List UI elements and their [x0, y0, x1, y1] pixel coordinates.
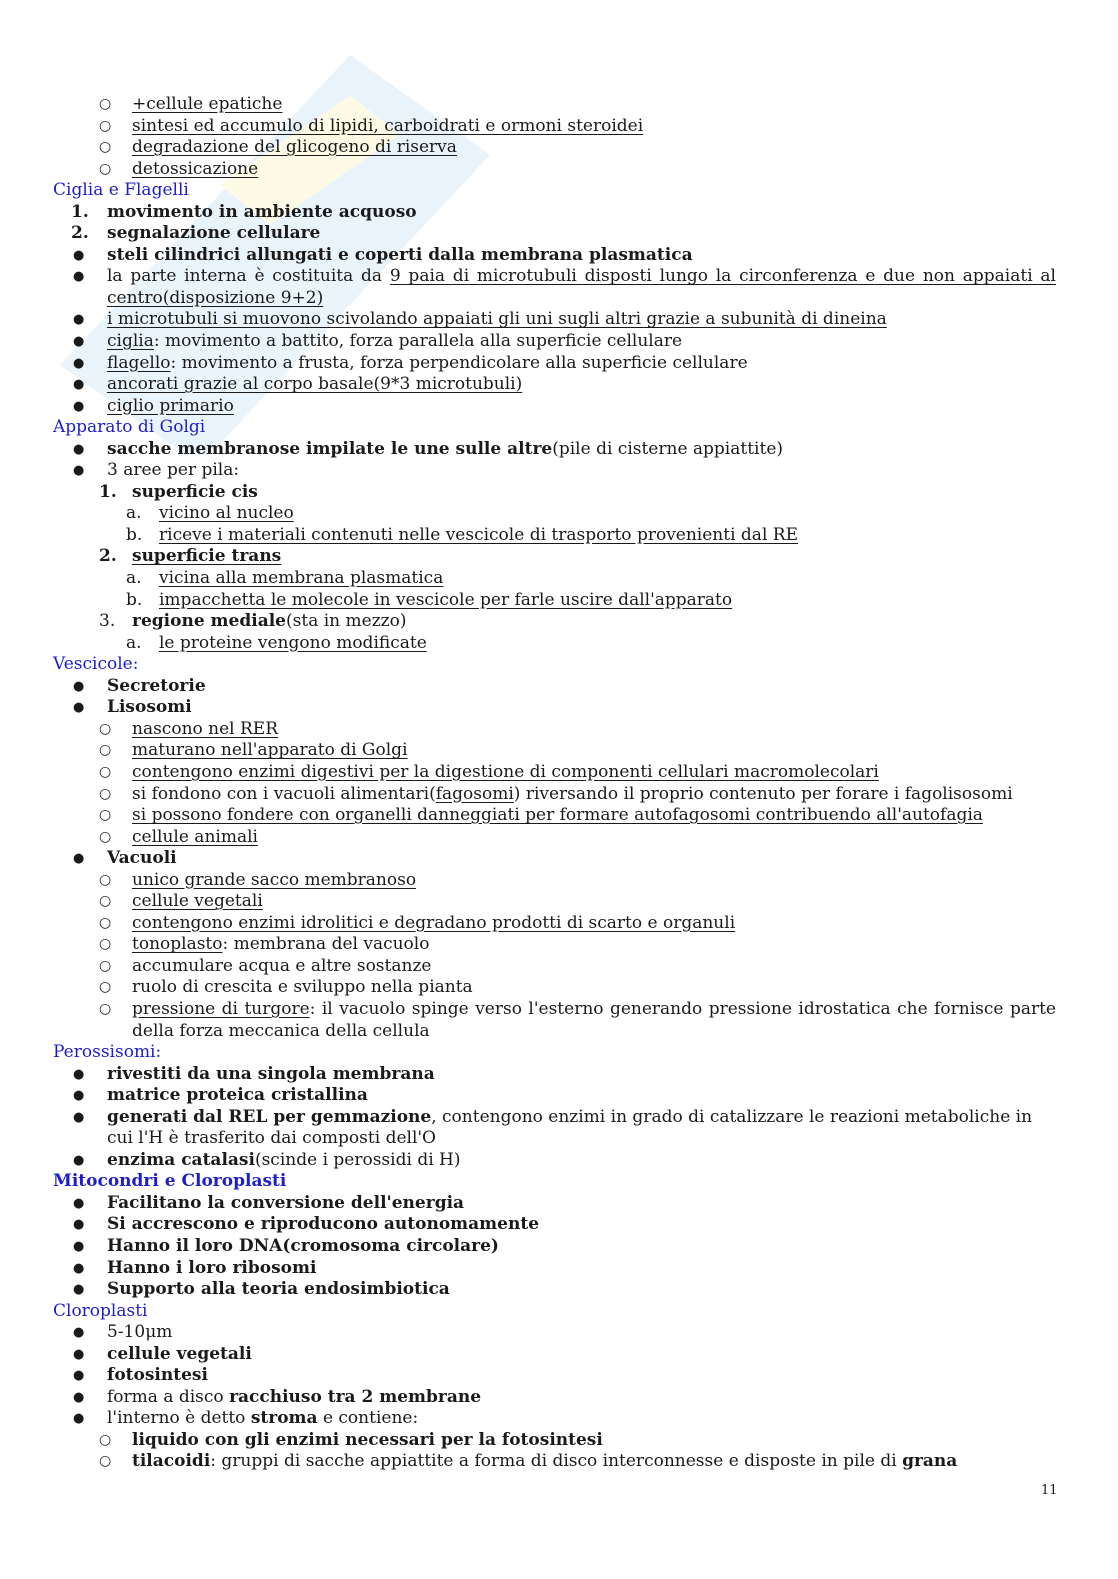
list-item: ● 3 aree per pila: [73, 460, 240, 481]
circle-bullet-icon: ○ [99, 1431, 112, 1448]
list-item: ● fotosintesi [73, 1365, 208, 1386]
list-item: ● Hanno il loro DNA(cromosoma circolare) [73, 1235, 499, 1256]
circle-bullet-icon: ○ [99, 720, 112, 737]
circle-bullet-icon: ○ [99, 957, 112, 974]
page-number: 11 [1041, 1483, 1058, 1498]
bullet-icon: ● [73, 1325, 85, 1341]
list-item: 1. movimento in ambiente acquoso [71, 201, 417, 222]
circle-bullet-icon: ○ [99, 1453, 112, 1470]
list-item: ○ nascono nel RER [99, 718, 279, 739]
circle-bullet-icon: ○ [99, 763, 112, 780]
list-item: ● ciglia: movimento a battito, forza parallela alla superficie cellulare [73, 331, 683, 352]
list-item: ○ contengono enzimi idrolitici e degradano prodotti di scarto e organuli [99, 912, 736, 933]
list-item: ○ si fondono con i vacuoli alimentari(fagosomi) riversando il proprio contenuto per forare i fagolisosomi [99, 783, 1013, 804]
list-item: ● i microtubuli si muovono scivolando appaiati gli uni sugli altri grazie a subunità di dineina [73, 309, 887, 330]
list-item: ● Supporto alla teoria endosimbiotica [73, 1279, 450, 1300]
list-item: ● ancorati grazie al corpo basale(9*3 microtubuli) [73, 374, 523, 395]
bullet-icon: ● [73, 1195, 85, 1211]
circle-bullet-icon: ○ [99, 893, 112, 910]
list-item: a. vicina alla membrana plasmatica [126, 568, 444, 589]
list-item: ○ ruolo di crescita e sviluppo nella pianta [99, 977, 473, 998]
bullet-icon: ● [73, 1368, 85, 1384]
bullet-icon: ● [73, 1282, 85, 1298]
bullet-icon: ● [73, 463, 85, 479]
list-item: ○ +cellule epatiche [99, 94, 283, 114]
bullet-icon: ● [73, 678, 85, 694]
section-heading: Vescicole: [53, 654, 139, 675]
list-item: ○ cellule vegetali [99, 891, 263, 912]
list-item: ○ liquido con gli enzimi necessari per la fotosintesi [99, 1429, 603, 1450]
list-item: ● steli cilindrici allungati e coperti dalla membrana plasmatica [73, 244, 693, 265]
section-heading: Perossisomi: [53, 1042, 162, 1063]
list-item: ● cellule vegetali [73, 1343, 252, 1364]
list-item: ○ maturano nell'apparato di Golgi [99, 740, 408, 761]
list-item: ○ sintesi ed accumulo di lipidi, carboidrati e ormoni steroidei [99, 115, 644, 136]
section-heading: Cloroplasti [53, 1300, 148, 1321]
list-item: ● 5-10μm [73, 1322, 173, 1343]
list-item: ● l'interno è detto stroma e contiene: [73, 1408, 419, 1429]
list-item: 3. regione mediale(sta in mezzo) [99, 611, 407, 632]
list-item: 2. segnalazione cellulare [71, 223, 321, 244]
list-item: ○ cellule animali [99, 826, 258, 847]
bullet-icon: ● [73, 1346, 85, 1362]
list-item: b. impacchetta le molecole in vescicole per farle uscire dall'apparato [126, 589, 733, 610]
circle-bullet-icon: ○ [99, 96, 112, 112]
circle-bullet-icon: ○ [99, 742, 112, 759]
list-item: a. vicino al nucleo [126, 503, 294, 524]
list-item: ● generati dal REL per gemmazione, contengono enzimi in grado di catalizzare le reazioni metaboliche in cui l'H è trasferito dai composti dell'O [73, 1106, 1033, 1149]
bullet-icon: ● [73, 1088, 85, 1104]
list-item: ○ contengono enzimi digestivi per la digestione di componenti cellulari macromolecolari [99, 761, 879, 782]
bullet-icon: ● [73, 700, 85, 716]
section-heading: Apparato di Golgi [53, 417, 206, 438]
list-item: ● enzima catalasi(scinde i perossidi di H) [73, 1149, 461, 1170]
list-item: ● Facilitano la conversione dell'energia [73, 1192, 465, 1213]
bullet-icon: ● [73, 1217, 85, 1233]
bullet-icon: ● [73, 398, 85, 414]
circle-bullet-icon: ○ [99, 785, 112, 802]
circle-bullet-icon: ○ [99, 871, 112, 888]
circle-bullet-icon: ○ [99, 914, 112, 931]
circle-bullet-icon: ○ [99, 1000, 112, 1017]
circle-bullet-icon: ○ [99, 936, 112, 953]
list-item: ● sacche membranose impilate le une sulle altre(pile di cisterne appiattite) [73, 438, 784, 459]
bullet-icon: ● [73, 247, 85, 263]
list-item: 1. superficie cis [99, 481, 258, 502]
bullet-icon: ● [73, 355, 85, 371]
circle-bullet-icon: ○ [99, 117, 112, 134]
list-item: ○ unico grande sacco membranoso [99, 869, 417, 890]
list-item: ● Lisosomi [73, 697, 192, 718]
bullet-icon: ● [73, 1109, 85, 1125]
circle-bullet-icon: ○ [99, 979, 112, 996]
circle-bullet-icon: ○ [99, 139, 112, 156]
bullet-icon: ● [73, 441, 85, 457]
bullet-icon: ● [73, 377, 85, 393]
list-item: ● Hanno i loro ribosomi [73, 1257, 317, 1278]
bullet-icon: ● [73, 1238, 85, 1254]
section-heading: Mitocondri e Cloroplasti [53, 1171, 287, 1192]
bullet-icon: ● [73, 1411, 85, 1427]
circle-bullet-icon: ○ [99, 828, 112, 845]
list-item: ● la parte interna è costituita da 9 paia di microtubuli disposti lungo la circonferenza e due non appaiati al centro(disposizione 9+2) [73, 266, 1056, 308]
list-item: ● forma a disco racchiuso tra 2 membrane [73, 1386, 482, 1407]
list-item: ● flagello: movimento a frusta, forza perpendicolare alla superficie cellulare [73, 352, 748, 373]
list-item: 2. superficie trans [99, 546, 282, 567]
list-item: ○ accumulare acqua e altre sostanze [99, 955, 432, 976]
list-item: ○ detossicazione [99, 158, 259, 179]
bullet-icon: ● [73, 1066, 85, 1082]
list-item: ○ si possono fondere con organelli danneggiati per formare autofagosomi contribuendo all'autofagia [99, 805, 983, 826]
list-item: b. riceve i materiali contenuti nelle vescicole di trasporto provenienti dal RE [126, 524, 798, 545]
circle-bullet-icon: ○ [99, 160, 112, 177]
bullet-icon: ● [73, 1389, 85, 1405]
circle-bullet-icon: ○ [99, 807, 112, 824]
list-item: ● rivestiti da una singola membrana [73, 1063, 435, 1084]
notes-content [53, 94, 1056, 1473]
list-item: ● matrice proteica cristallina [73, 1085, 368, 1106]
bullet-icon: ● [73, 334, 85, 350]
section-heading: Ciglia e Flagelli [53, 180, 189, 201]
list-item: ● Secretorie [73, 675, 206, 696]
list-item: ○ pressione di turgore: il vacuolo spinge verso l'esterno generando pressione idrostatica che fornisce parte della forza meccanica della cellula [99, 998, 1056, 1041]
bullet-icon: ● [73, 312, 85, 328]
list-item: ○ tonoplasto: membrana del vacuolo [99, 934, 430, 955]
list-item: ● Vacuoli [73, 848, 177, 869]
bullet-icon: ● [73, 269, 85, 285]
list-item: a. le proteine vengono modificate [126, 632, 427, 653]
list-item: ● Si accrescono e riproducono autonomamente [73, 1214, 540, 1235]
bullet-icon: ● [73, 851, 85, 867]
list-item: ○ degradazione del glicogeno di riserva [99, 137, 457, 158]
list-item: ● ciglio primario [73, 395, 234, 416]
list-item: ○ tilacoidi: gruppi di sacche appiattite a forma di disco interconnesse e disposte in pile di grana [99, 1451, 958, 1472]
bullet-icon: ● [73, 1260, 85, 1276]
bullet-icon: ● [73, 1152, 85, 1168]
